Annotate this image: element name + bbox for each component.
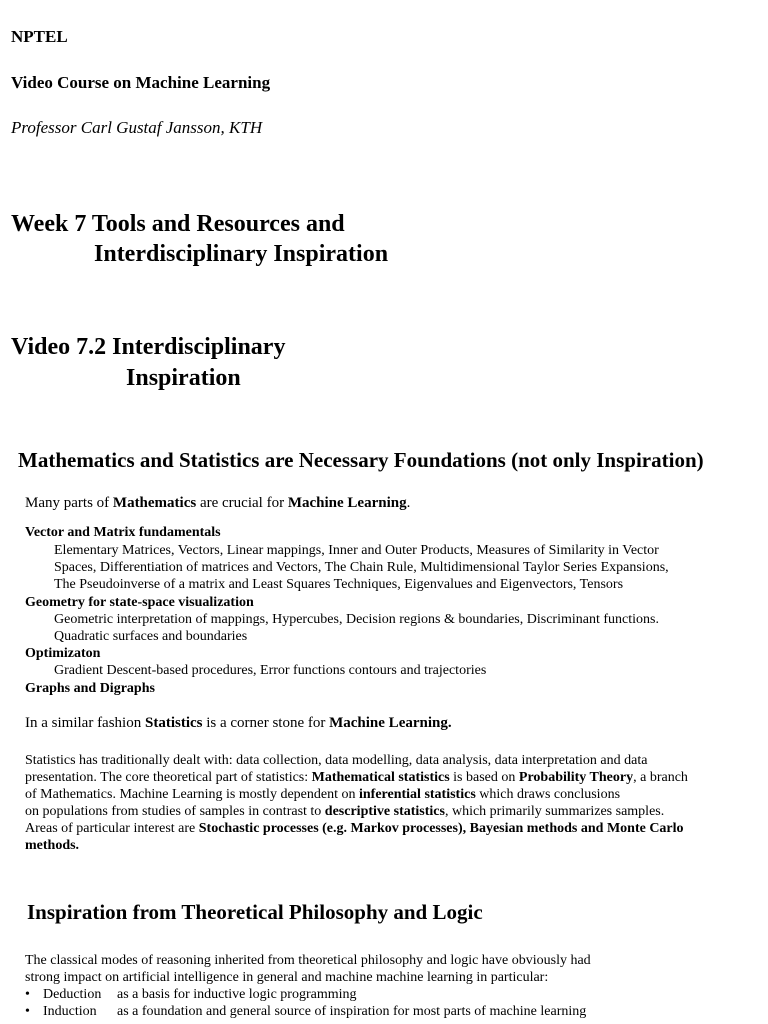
course-title: Video Course on Machine Learning bbox=[11, 73, 271, 92]
stats-para-line: methods. bbox=[25, 838, 80, 853]
bullet-item bbox=[25, 1003, 586, 1020]
topic-title: Vector and Matrix fundamentals bbox=[25, 525, 221, 540]
bullet-item bbox=[25, 986, 357, 1003]
week-title-line2: Interdisciplinary Inspiration bbox=[94, 241, 389, 267]
stats-text: presentation. The core theoretical part of statistics: bbox=[25, 770, 312, 785]
org-name: NPTEL bbox=[11, 27, 68, 46]
math-intro-bold: Mathematics bbox=[112, 495, 197, 511]
philosophy-para-line: strong impact on artificial intelligence in general and machine machine learning in particular: bbox=[25, 970, 549, 985]
stats-bold: inferential statistics bbox=[358, 787, 476, 802]
video-title-line1: Video 7.2 Interdisciplinary bbox=[11, 334, 286, 360]
stats-text: on populations from studies of samples in contrast to bbox=[25, 804, 325, 819]
video-title-line2: Inspiration bbox=[126, 365, 241, 391]
stats-para-line bbox=[25, 769, 688, 786]
math-intro-bold: Machine Learning bbox=[287, 495, 407, 511]
stats-intro-bold: Statistics bbox=[144, 715, 203, 731]
stats-intro-text: In a similar fashion bbox=[25, 715, 145, 731]
week-title-line1: Week 7 Tools and Resources and bbox=[11, 211, 345, 237]
topic-title: Geometry for state-space visualization bbox=[25, 595, 254, 610]
math-intro bbox=[25, 495, 410, 512]
stats-text: , which primarily summarizes samples. bbox=[444, 804, 665, 819]
topic-line: Geometric interpretation of mappings, Hypercubes, Decision regions & boundaries, Discriminant functions. bbox=[54, 612, 659, 627]
stats-para-line bbox=[25, 803, 664, 820]
section-heading-math-stats: Mathematics and Statistics are Necessary Foundations (not only Inspiration) bbox=[18, 448, 704, 472]
bullet-desc: as a basis for inductive logic programming bbox=[117, 987, 357, 1002]
stats-intro-text: is a corner stone for bbox=[202, 715, 330, 731]
stats-text: is based on bbox=[449, 770, 519, 785]
stats-text: Areas of particular interest are bbox=[25, 821, 199, 836]
bullet-term: Induction bbox=[43, 1004, 97, 1019]
topic-line: Spaces, Differentiation of matrices and Vectors, The Chain Rule, Multidimensional Taylor Series Expansions, bbox=[54, 560, 669, 575]
stats-bold: descriptive statistics bbox=[324, 804, 445, 819]
stats-para-line: Statistics has traditionally dealt with: data collection, data modelling, data analysis, data interpretation and data bbox=[25, 753, 648, 768]
stats-bold: Mathematical statistics bbox=[311, 770, 450, 785]
bullet-term: Deduction bbox=[43, 987, 102, 1002]
topic-title: Optimizaton bbox=[25, 646, 101, 661]
bullet-desc: as a foundation and general source of inspiration for most parts of machine learning bbox=[117, 1004, 587, 1019]
professor-name: Professor Carl Gustaf Jansson, KTH bbox=[11, 118, 263, 137]
section-heading-philosophy: Inspiration from Theoretical Philosophy and Logic bbox=[27, 900, 483, 924]
math-intro-text: are crucial for bbox=[196, 495, 288, 511]
bullet-icon: • bbox=[25, 987, 30, 1002]
topic-line: Elementary Matrices, Vectors, Linear mappings, Inner and Outer Products, Measures of Similarity in Vector bbox=[54, 543, 659, 558]
math-intro-text: . bbox=[406, 495, 411, 511]
stats-bold: Probability Theory bbox=[518, 770, 634, 785]
philosophy-para-line: The classical modes of reasoning inherited from theoretical philosophy and logic have obviously had bbox=[25, 953, 591, 968]
stats-bold: Stochastic processes (e.g. Markov processes), Bayesian methods and Monte Carlo bbox=[198, 821, 684, 836]
topic-line: The Pseudoinverse of a matrix and Least Squares Techniques, Eigenvalues and Eigenvectors, Tensors bbox=[54, 577, 624, 592]
topic-title: Graphs and Digraphs bbox=[25, 681, 155, 696]
bullet-icon: • bbox=[25, 1004, 30, 1019]
stats-text: , a branch bbox=[633, 770, 688, 785]
math-intro-text: Many parts of bbox=[25, 495, 113, 511]
topic-line: Quadratic surfaces and boundaries bbox=[54, 629, 248, 644]
stats-intro-bold: Machine Learning. bbox=[329, 715, 452, 731]
stats-para-line bbox=[25, 786, 620, 803]
stats-para-line bbox=[25, 820, 684, 837]
stats-text: which draws conclusions bbox=[475, 787, 621, 802]
stats-intro bbox=[25, 715, 452, 732]
topic-line: Gradient Descent-based procedures, Error functions contours and trajectories bbox=[54, 663, 487, 678]
stats-text: of Mathematics. Machine Learning is mostly dependent on bbox=[25, 787, 359, 802]
